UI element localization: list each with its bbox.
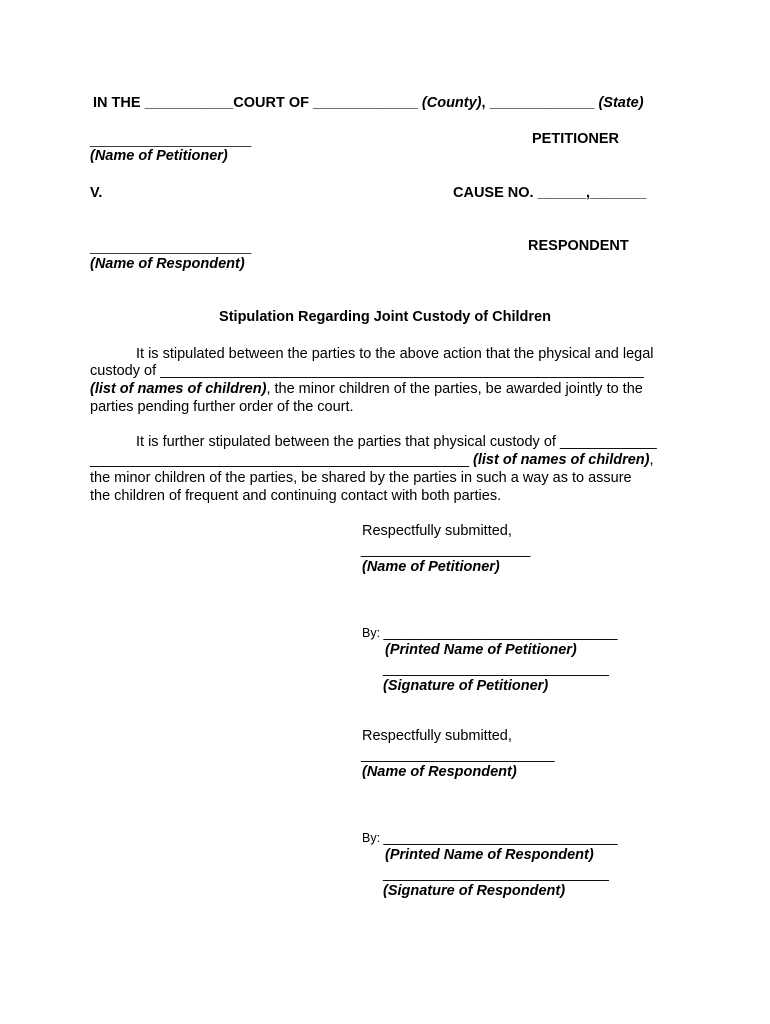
para2-comma: , — [649, 452, 654, 468]
petitioner-signature-caption: (Signature of Petitioner) — [383, 678, 549, 694]
respondent-name-line: ________________________ — [361, 747, 555, 763]
petitioner-name-caption: (Name of Petitioner) — [362, 559, 500, 575]
para1-line1: It is stipulated between the parties to the above action that the physical and legal — [136, 346, 654, 362]
court-of-text: COURT OF — [233, 95, 314, 111]
cause-number: CAUSE NO. ______,_______ — [453, 185, 647, 201]
by-blank: _____________________________ — [383, 625, 618, 641]
court-caption-line — [93, 94, 644, 112]
in-the-text: IN THE — [93, 95, 145, 111]
name-of-respondent-caption: (Name of Respondent) — [90, 256, 245, 272]
petitioner-respectfully-submitted: Respectfully submitted, — [362, 523, 512, 539]
by-label: By: — [362, 831, 384, 845]
para2-line2 — [90, 451, 654, 469]
comma-separator: , — [481, 95, 490, 111]
county-label: (County) — [421, 95, 482, 111]
court-blank: ___________ — [144, 95, 234, 111]
para1-line3-rest: , the minor children of the parties, be awarded jointly to the — [266, 381, 643, 397]
para1-line4: parties pending further order of the court. — [90, 399, 354, 415]
respondent-label: RESPONDENT — [528, 238, 629, 254]
children-names-label: (list of names of children) — [473, 452, 650, 468]
para2-line4: the children of frequent and continuing contact with both parties. — [90, 488, 502, 504]
petitioner-label: PETITIONER — [532, 131, 620, 147]
petitioner-by-line — [362, 624, 617, 642]
respondent-printed-name: (Printed Name of Respondent) — [385, 847, 594, 863]
children-names-label: (list of names of children) — [90, 381, 267, 397]
respondent-name-blank: ____________________ — [90, 239, 252, 255]
para2-line1: It is further stipulated between the parties that physical custody of ____________ — [136, 434, 657, 450]
para1-line3 — [90, 380, 643, 398]
state-blank: _____________ — [489, 95, 599, 111]
petitioner-name-blank: ____________________ — [90, 132, 252, 148]
petitioner-name-line: _____________________ — [361, 542, 531, 558]
respondent-signature-line: ____________________________ — [383, 866, 609, 882]
state-label: (State) — [598, 95, 644, 111]
respondent-signature-caption: (Signature of Respondent) — [383, 883, 566, 899]
para2-children-blank: _______________________________________________ — [90, 452, 474, 468]
para2-line3: the minor children of the parties, be shared by the parties in such a way as to assure — [90, 470, 632, 486]
respondent-respectfully-submitted: Respectfully submitted, — [362, 728, 512, 744]
county-blank: _____________ — [313, 95, 422, 111]
respondent-name-caption: (Name of Respondent) — [362, 764, 517, 780]
name-of-petitioner-caption: (Name of Petitioner) — [90, 148, 228, 164]
petitioner-printed-name: (Printed Name of Petitioner) — [385, 642, 577, 658]
respondent-by-line — [362, 829, 617, 847]
document-title: Stipulation Regarding Joint Custody of Children — [219, 309, 551, 325]
versus-label: V. — [90, 185, 103, 201]
para1-line2: custody of ____________________________________________________________ — [90, 363, 644, 379]
petitioner-signature-line: ____________________________ — [383, 661, 609, 677]
by-label: By: — [362, 626, 384, 640]
by-blank: _____________________________ — [383, 830, 618, 846]
